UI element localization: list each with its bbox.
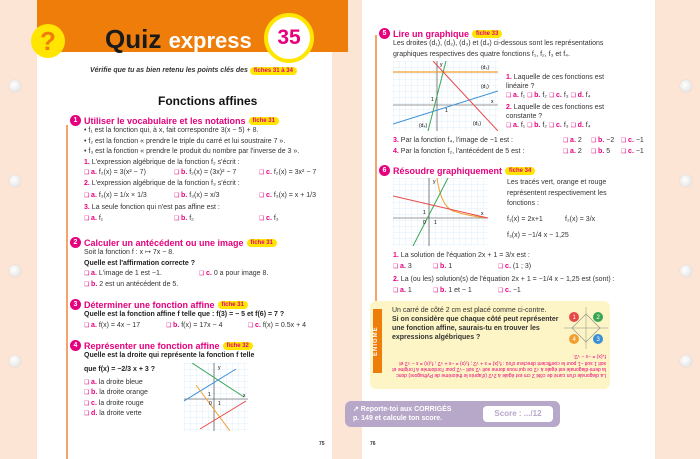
binder-hole [680,265,692,277]
question: La solution de l'équation 2x + 1 = 3/x est : [400,252,530,259]
option-b[interactable]: ❑ b. f₂(x) = (3x)² − 7 [174,168,259,179]
option-b[interactable]: ❑ b. 1 [433,262,498,273]
question: Quelle est la droite qui représente la fonction f telle [84,352,255,359]
line-label: (d₁) [481,84,489,90]
section-6 [382,165,633,176]
quiz-number: 35 [264,13,314,63]
tick-label: 1 [208,392,211,398]
option-c[interactable]: ❑ c. la droite rouge [84,399,144,410]
tick-label: 1 [218,401,221,407]
section-title: Résoudre graphiquement [393,165,503,176]
fiche-badge: fiche 31 [249,117,279,125]
option-c[interactable]: ❑ c. f₃ [549,121,569,131]
function-f2: f₂(x) = 3/x [565,215,596,223]
section-title: Déterminer une fonction affine [84,299,215,310]
section-5-questions: 1. Laquelle de ces fonctions est linéaire ? ❑ a. f₁ ❑ b. f₂ ❑ c. f₃ ❑ d. f₄ 2. Laquelle de ces fonctions est constante ? ❑ a. f₁ ❑ b. f₂ ❑ c. f₃ ❑ d. f₄ [506,73,626,131]
q-number: 2. [84,179,90,187]
axis-label: y [440,62,443,68]
section-1 [73,115,334,224]
score-box: Score : .../12 [483,406,553,422]
option-c[interactable]: ❑ c. f(x) = 0.5x + 4 [248,321,306,332]
option-c[interactable]: ❑ c. (1 ; 3) [498,262,531,273]
fiche-badge: fiche 32 [223,342,253,350]
intro-label: Vérifie que tu as bien retenu les points clés des [90,67,248,74]
section-title: Utiliser le vocabulaire et les notations [84,115,246,126]
option-a[interactable]: ❑ a. f₁ [506,121,525,131]
function-f1: f₁(x) = 2x+1 [507,215,543,223]
option-a[interactable]: ❑ a. f(x) = 4x − 17 [84,321,166,332]
function-f3: f₃(x) = −1/4 x − 1,25 [507,232,569,239]
option-b[interactable]: ❑ b. f₂ [174,214,259,225]
question: que f(x) = −2/3 x + 3 ? [84,365,156,373]
section-number: 2 [70,237,81,248]
line-label: (d₄) [419,123,428,129]
question: Par la fonction f₂, l'antécédent de 5 est : [400,147,525,155]
section-5-more: 3. Par la fonction f₄, l'image de −1 est : ❑ a. 2 ❑ b. −2 ❑ c. −1 4. Par la fonction f₂, l'antécédent de 5 est : ❑ a. 2 ❑ b. 5 ❑ c. −1 [393,136,648,157]
page-number: 76 [370,441,376,447]
option-a[interactable]: ❑ a. f₁ [506,91,525,101]
option-a[interactable]: ❑ a. 1 [393,286,433,297]
question: L'expression algébrique de la fonction f₂ s'écrit : [91,158,240,166]
section-number: 3 [70,299,81,310]
section-title: Calculer un antécédent ou une image [84,237,244,248]
score-bar [345,401,560,427]
option-a[interactable]: ❑ a. la droite bleue [84,378,143,389]
intro-text [90,67,297,74]
enigme-text: Un carré de côté 2 cm est placé comme ci-contre. Si on considère que chaque côté peut représenter une fonction affine, saurais-tu en trouver les expressions algébriques ? [392,307,559,341]
bullet: • f₃ est la fonction « prendre le produit du nombre par l'inverse de 3 ». [84,148,300,155]
option-c[interactable]: ❑ c. −1 [498,286,521,297]
description: Les tracés vert, orange et rouge représentent respectivement les fonctions : [507,179,607,207]
option-d[interactable]: ❑ d. f₄ [571,91,591,101]
axis-label: x [491,99,494,105]
binder-hole [9,355,21,367]
q-number: 3. [84,204,90,211]
binder-hole [680,355,692,367]
title-bold: Quiz [105,24,162,54]
tick-label: 0 [209,401,212,407]
section-6-questions: 1. La solution de l'équation 2x + 1 = 3/x est : ❑ a. 3 ❑ b. 1 ❑ c. (1 ; 3) 2. La (ou les) solution(s) de l'équation 2x + 1 = −1/4 x − 1,25 est (sont) : ❑ a. 1 ❑ b. 1 et − 1 ❑ c. −1 [393,249,643,296]
line-label: (d₂) [473,121,482,127]
svg-text:2: 2 [596,315,600,321]
fiche-badge: fiche 33 [472,30,502,38]
statement: Soit la fonction f : x ↦ 7x − 8. [84,249,175,256]
option-a[interactable]: ❑ a. L'image de 1 est −1. [84,269,199,280]
option-b[interactable]: ❑ b. f(x) = 17x − 4 [166,321,248,332]
graph-section-5 [393,61,498,131]
option-c[interactable]: ❑ c. f₂(x) = 3x² − 7 [259,168,316,179]
fiche-badge: fiche 31 [218,301,248,309]
option-a[interactable]: ❑ a. 3 [393,262,433,273]
enigme-box [370,301,610,389]
option-a[interactable]: ❑ a. 2 [563,147,591,158]
question-mark-icon: ? [31,24,65,58]
bullet: • f₂ est la fonction « prendre le triple du carré et lui soustraire 7 ». [84,137,286,145]
axis-label: y [218,365,221,371]
graph-section-4 [184,363,248,431]
section-title: Lire un graphique [393,28,470,39]
option-d[interactable]: ❑ d. f₄ [571,121,591,131]
margin-line [375,35,377,301]
title-light: express [168,28,252,53]
option-c[interactable]: ❑ c. −1 [621,147,644,158]
option-c[interactable]: ❑ c. 0 a pour image 8. [199,269,268,280]
svg-text:4: 4 [572,337,576,343]
question: La (ou les) solution(s) de l'équation 2x + 1 = −1/4 x − 1,25 est (sont) : [400,275,615,283]
question: Laquelle de ces fonctions est constante ? [506,104,605,120]
question: Quelle est la fonction affine f telle que : f(3) = − 5 et f(6) = 7 ? [84,311,285,318]
section-5 [382,28,653,60]
option-a[interactable]: ❑ a. f₃(x) = 1/x × 1/3 [84,189,174,203]
question: La seule fonction qui n'est pas affine est : [91,204,220,211]
binder-hole [680,175,692,187]
option-c[interactable]: ❑ c. f₃ [549,91,569,101]
binder-hole [9,80,21,92]
section-number: 5 [379,28,390,39]
binder-hole [9,175,21,187]
option-c[interactable]: ❑ c. −1 [621,136,644,147]
section-3 [73,299,334,331]
section-2 [73,237,334,290]
binder-hole [9,265,21,277]
section-6-desc [507,178,625,242]
tick-label: 0 [423,220,426,226]
section-heading: Fonctions affines [158,94,258,108]
enigme-label: ÉNIGME [373,309,382,373]
option-a[interactable]: ❑ a. f₁ [84,214,174,225]
option-d[interactable]: ❑ d. la droite verte [84,409,142,420]
axis-label: x [481,211,484,217]
question: Quelle est l'affirmation correcte ? [84,259,195,267]
option-a[interactable]: ❑ a. f₂(x) = 3(x² − 7) [84,168,174,179]
statement: Les droites (d₁), (d₂), (d₃) et (d₄) ci-dessous sont les représentations [393,40,604,47]
corriges-link[interactable]: ↗ Reporte-toi aux CORRIGÉS [353,406,452,413]
line-label: (d₃) [481,65,490,71]
option-b[interactable]: ❑ b. 5 [591,147,621,158]
option-c[interactable]: ❑ c. f₃ [259,214,279,225]
option-b[interactable]: ❑ b. f₂ [527,121,547,131]
fiche-badge: fiche 31 [247,239,277,247]
q-number: 1. [84,158,90,166]
svg-text:3: 3 [596,337,600,343]
binder-hole [680,80,692,92]
fiche-badge: fiches 31 à 34 [250,67,297,75]
tick-label: 1 [445,108,448,114]
option-a[interactable]: ❑ a. 2 [563,136,591,147]
graph-section-6 [393,178,488,246]
tick-label: 1 [434,220,437,226]
option-b[interactable]: ❑ b. f₃(x) = x/3 [174,189,259,203]
question: L'expression algébrique de la fonction f₃ s'écrit : [91,179,240,187]
question: Par la fonction f₄, l'image de −1 est : [400,137,513,144]
axis-label: x [243,393,246,399]
svg-text:1: 1 [572,315,576,321]
tick-label: 1 [423,210,426,216]
option-b[interactable]: ❑ b. la droite orange [84,388,148,399]
option-b[interactable]: ❑ b. −2 [591,136,621,147]
axis-label: y [433,179,436,185]
tick-label: 1 [431,97,434,103]
option-c[interactable]: ❑ c. f₃(x) = x + 1/3 [259,189,316,203]
section-title: Représenter une fonction affine [84,340,220,351]
page-title [105,24,252,55]
statement: graphiques respectives des quatre fonctions f₁, f₂, f₃ et f₄. [393,50,570,58]
bullet: • f₁ est la fonction qui, à x, fait correspondre 3(x − 5) + 8. [84,127,259,134]
square-diagram [564,307,608,349]
question: Laquelle de ces fonctions est linéaire ? [506,74,605,90]
option-b[interactable]: ❑ b. 1 et − 1 [433,286,498,297]
option-b[interactable]: ❑ b. 2 est un antécédent de 5. [84,280,178,291]
score-instruction: p. 149 et calcule ton score. [353,415,443,422]
fiche-badge: fiche 34 [505,167,535,175]
margin-line [66,125,68,459]
page-number: 75 [319,441,325,447]
option-b[interactable]: ❑ b. f₂ [527,91,547,101]
section-number: 4 [70,340,81,351]
section-number: 1 [70,115,81,126]
section-number: 6 [379,165,390,176]
enigme-answer: La diagonale d'un carré de côté 2 cm est égale à 2√2 (d'après le théorème de Pythagore) donc la demi-diagonale est égale à √2 ce qui nous donne soit √2 soit −√2 pour l'ordonnée à l'origine et soit 1 soit −1 pour le coefficient directeur d'où : f₁(x) = x + √2 ; f₂(x) = −x + √2 ; f₃(x) = x − √2 et f₄(x) = −x − √2. [392,353,606,378]
